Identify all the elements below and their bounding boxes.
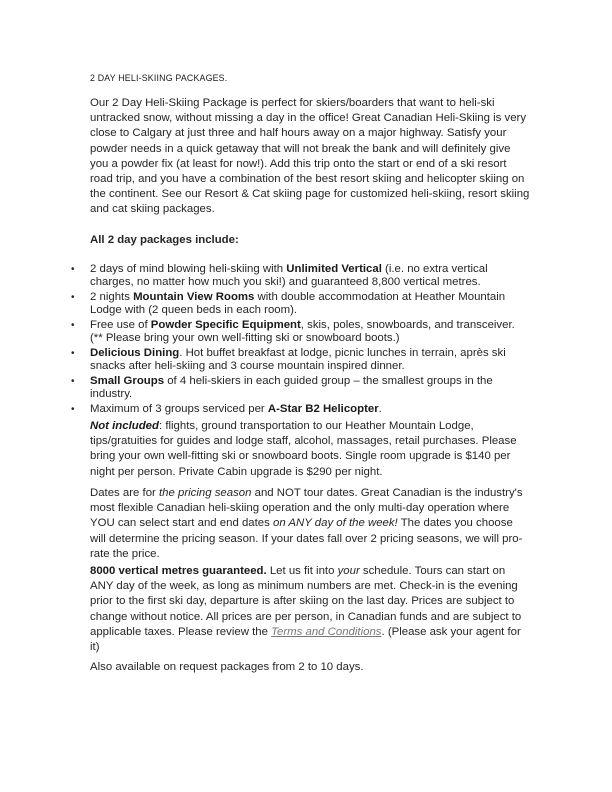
list-item: • Delicious Dining. Hot buffet breakfast at lodge, picnic lunches in terrain, après ski snacks after heli-skiing and 3 course mountain inspired dinner. bbox=[71, 347, 506, 372]
intro-paragraph: Our 2 Day Heli-Skiing Package is perfect for skiers/boarders that want to heli-ski untracked snow, without missing a day in the office! Great Canadian Heli-Skiing is very close to Calgary at just three and half hours away on a major highway. Satisfy your powder needs in a quick getaway that will not break the bank and will definitely give you a powder fix (at least for now!). Add this trip onto the start or end of a ski resort road trip, and you have a combination of the best resort skiing and helicopter skiing on the continent. See our Resort & Cat skiing page for customized heli-skiing, resort skiing and cat skiing packages. bbox=[90, 97, 530, 216]
bullet-icon: • bbox=[71, 348, 75, 359]
includes-list bbox=[71, 263, 530, 418]
bullet-icon: • bbox=[71, 404, 75, 415]
bullet-icon: • bbox=[71, 320, 75, 331]
not-included-paragraph: Not included: flights, ground transportation to our Heather Mountain Lodge, tips/gratuities for guides and lodge staff, alcohol, massages, retail purchases. Please bring your own well-fitting ski or snowboard boots. Single room upgrade is $140 per night per person. Private Cabin upgrade is $290 per night. bbox=[90, 420, 517, 478]
list-item: • Maximum of 3 groups serviced per A-Star B2 Helicopter. bbox=[71, 403, 382, 415]
list-item: • 2 nights Mountain View Rooms with double accommodation at Heather Mountain Lodge with (2 queen beds in each room). bbox=[71, 291, 506, 316]
includes-title: All 2 day packages include: bbox=[90, 234, 239, 246]
page-heading: 2 DAY HELI-SKIING PACKAGES. bbox=[90, 73, 228, 83]
dates-paragraph: Dates are for the pricing season and NOT tour dates. Great Canadian is the industry's most flexible Canadian heli-skiing operation and the only multi-day operation where YOU can select start and end dates on ANY day of the week! The dates you choose will determine the pricing season. If your dates fall over 2 pricing seasons, we will pro-rate the price. bbox=[90, 487, 523, 560]
list-item: • Small Groups of 4 heli-skiers in each guided group – the smallest groups in the industry. bbox=[71, 375, 493, 400]
also-available-paragraph: Also available on request packages from 2 to 10 days. bbox=[90, 661, 364, 673]
guarantee-heading: 8000 vertical metres guaranteed. bbox=[90, 565, 267, 577]
bullet-icon: • bbox=[71, 292, 75, 303]
terms-and-conditions-link[interactable]: Terms and Conditions bbox=[271, 625, 382, 638]
bullet-icon: • bbox=[71, 376, 75, 387]
list-item: • Free use of Powder Specific Equipment, skis, poles, snowboards, and transceiver. (** Please bring your own well-fitting ski or snowboard boots.) bbox=[71, 319, 515, 344]
guarantee-paragraph: 8000 vertical metres guaranteed. Let us fit into your schedule. Tours can start on ANY day of the week, as long as minimum numbers are met. Check-in is the evening prior to the first ski day, departure is after skiing on the last day. Prices are subject to change without notice. All prices are per person, in Canadian funds and are subject to applicable taxes. Please review the Terms and Conditions. (Please ask your agent for it) bbox=[90, 565, 522, 654]
bullet-icon: • bbox=[71, 264, 75, 275]
not-included-label: Not included bbox=[90, 420, 159, 432]
list-item: • 2 days of mind blowing heli-skiing with Unlimited Vertical (i.e. no extra vertical charges, no matter how much you ski!) and guaranteed 8,800 vertical metres. bbox=[71, 263, 488, 288]
